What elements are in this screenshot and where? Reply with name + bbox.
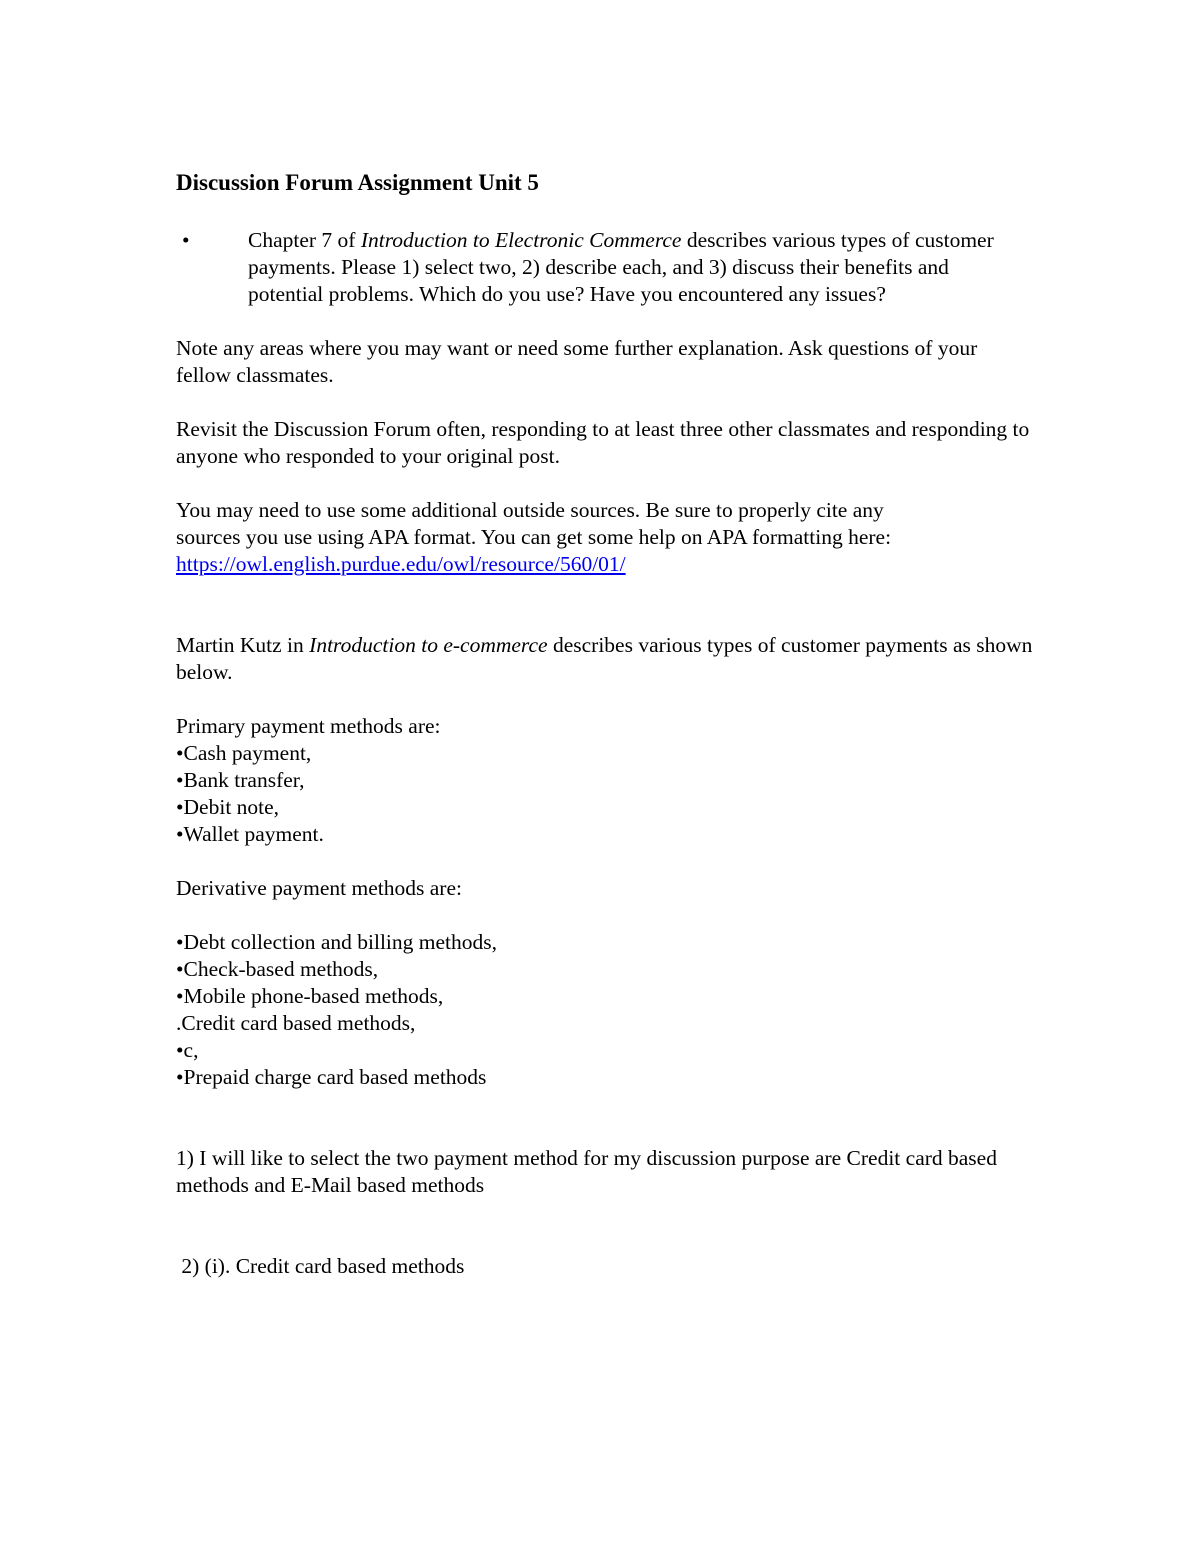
- spacer: [176, 1118, 1036, 1145]
- apa-format-link[interactable]: https://owl.english.purdue.edu/owl/resource/560/01/: [176, 552, 626, 576]
- list-item: •Mobile phone-based methods,: [176, 984, 444, 1008]
- spacer: [176, 1226, 1036, 1253]
- bullet-text-start: Chapter 7 of: [248, 228, 361, 252]
- kutz-paragraph: [176, 632, 1036, 686]
- kutz-text-start: Martin Kutz in: [176, 633, 310, 657]
- spacer: [176, 902, 1036, 929]
- answer-two-heading: 2) (i). Credit card based methods: [176, 1254, 465, 1278]
- primary-heading: Primary payment methods are:: [176, 714, 441, 738]
- answer-one-paragraph: 1) I will like to select the two payment method for my discussion purpose are Credit card based methods and E-Mail based methods: [176, 1146, 997, 1197]
- document-title: Discussion Forum Assignment Unit 5: [176, 170, 539, 195]
- list-item: •Debt collection and billing methods,: [176, 930, 498, 954]
- kutz-book-italic: Introduction to e-commerce: [309, 633, 548, 657]
- assignment-bullet: [176, 227, 1008, 308]
- sources-text: You may need to use some additional outside sources. Be sure to properly cite any sources you use using APA format. You can get some help on APA formatting here:: [176, 498, 892, 549]
- list-item: •Debit note,: [176, 795, 280, 819]
- spacer: [176, 605, 1036, 632]
- list-item: .Credit card based methods,: [176, 1011, 416, 1035]
- list-item: •Cash payment,: [176, 741, 312, 765]
- sources-paragraph: [176, 497, 916, 578]
- list-item: •Check-based methods,: [176, 957, 379, 981]
- list-item: •c,: [176, 1038, 199, 1062]
- derivative-methods-section: [176, 875, 1036, 1091]
- document-body: [176, 168, 1036, 1280]
- note-paragraph: Note any areas where you may want or need some further explanation. Ask questions of your fellow classmates.: [176, 336, 978, 387]
- primary-methods-section: [176, 713, 1036, 848]
- bullet-dot-icon: •: [182, 228, 190, 252]
- list-item: •Bank transfer,: [176, 768, 305, 792]
- bullet-text-rest: describes various types of customer payments. Please 1) select two, 2) describe each, and 3) discuss their benefits and potential problems. Which do you use? Have you encountered any issues?: [248, 228, 994, 306]
- book-title-italic: Introduction to Electronic Commerce: [360, 228, 682, 252]
- list-item: •Prepaid charge card based methods: [176, 1065, 487, 1089]
- kutz-text-rest: describes various types of customer payments as shown below.: [176, 633, 1033, 684]
- revisit-paragraph: Revisit the Discussion Forum often, responding to at least three other classmates and responding to anyone who responded to your original post.: [176, 417, 1030, 468]
- list-item: •Wallet payment.: [176, 822, 324, 846]
- derivative-heading: Derivative payment methods are:: [176, 876, 462, 900]
- spacer: [176, 1091, 1036, 1118]
